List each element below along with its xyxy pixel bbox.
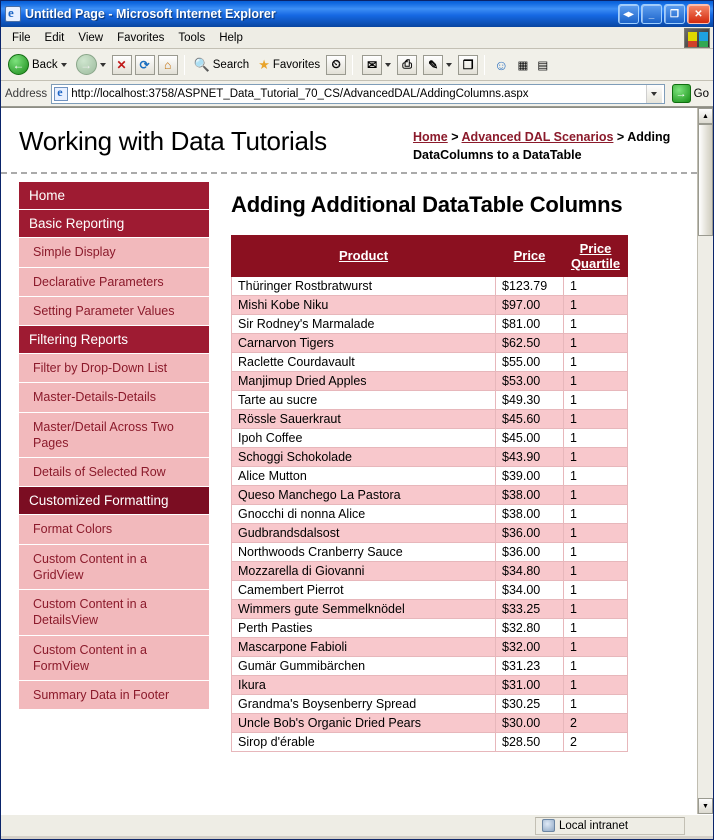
breadcrumb-current: Adding DataColumns to a DataTable	[413, 130, 671, 163]
table-row	[232, 295, 628, 314]
sidebar-item-master-details-details[interactable]: Master-Details-Details	[19, 383, 209, 412]
table-row	[232, 523, 628, 542]
stop-button[interactable]: ✕	[112, 55, 132, 75]
back-button[interactable]	[5, 52, 70, 77]
cell-product: Ipoh Coffee	[232, 428, 496, 447]
cell-price: $34.00	[496, 580, 564, 599]
table-row	[232, 561, 628, 580]
sidebar-item-custom-content-formview[interactable]: Custom Content in a FormView	[19, 636, 209, 682]
cell-product: Carnarvon Tigers	[232, 333, 496, 352]
search-button[interactable]	[191, 55, 253, 75]
edit-pencil-icon: ✎	[423, 55, 443, 75]
address-bar	[1, 81, 713, 107]
cell-quartile: 1	[564, 333, 628, 352]
cell-price: $45.00	[496, 428, 564, 447]
cell-quartile: 1	[564, 409, 628, 428]
breadcrumb-separator-1: >	[447, 130, 462, 144]
cell-quartile: 1	[564, 694, 628, 713]
chevron-down-icon[interactable]	[100, 63, 106, 67]
sidebar-item-setting-parameter-values[interactable]: Setting Parameter Values	[19, 297, 209, 326]
table-row	[232, 409, 628, 428]
go-arrow-icon: →	[672, 84, 691, 103]
cell-quartile: 1	[564, 580, 628, 599]
page-icon	[54, 87, 68, 101]
page-body	[1, 174, 697, 751]
column-header-price-quartile[interactable]	[564, 235, 628, 276]
messenger-button[interactable]: ☺	[494, 56, 509, 73]
star-icon: ★	[258, 56, 270, 72]
cell-quartile: 1	[564, 428, 628, 447]
cell-price: $36.00	[496, 523, 564, 542]
home-button[interactable]: ⌂	[158, 55, 178, 75]
cell-price: $28.50	[496, 732, 564, 751]
page-title: Working with Data Tutorials	[19, 126, 327, 156]
discuss-button[interactable]: ❐	[458, 55, 478, 75]
cell-price: $32.00	[496, 637, 564, 656]
window-buttons	[618, 4, 710, 24]
column-header-price[interactable]	[496, 235, 564, 276]
sidebar-item-format-colors[interactable]: Format Colors	[19, 515, 209, 544]
menu-edit[interactable]: Edit	[44, 31, 65, 44]
cell-product: Schoggi Schokolade	[232, 447, 496, 466]
sidebar-item-details-of-selected-row[interactable]: Details of Selected Row	[19, 458, 209, 487]
cell-product: Manjimup Dried Apples	[232, 371, 496, 390]
mail-icon: ✉	[362, 55, 382, 75]
cell-price: $30.00	[496, 713, 564, 732]
scroll-down-button[interactable]: ▼	[698, 798, 713, 814]
table-row	[232, 314, 628, 333]
sidebar-section-filtering-reports[interactable]: Filtering Reports	[19, 326, 209, 354]
table-row	[232, 390, 628, 409]
column-header-price-quartile-label: Price Quartile	[570, 240, 621, 271]
products-table	[231, 235, 628, 752]
column-header-product-label: Product	[338, 248, 389, 264]
windows-logo-icon	[684, 28, 710, 48]
sidebar-section-customized-formatting[interactable]: Customized Formatting	[19, 487, 209, 515]
status-badge[interactable]	[535, 817, 685, 835]
content-heading: Adding Additional DataTable Columns	[231, 192, 623, 218]
table-row	[232, 637, 628, 656]
cell-product: Uncle Bob's Organic Dried Pears	[232, 713, 496, 732]
cell-quartile: 1	[564, 466, 628, 485]
sidebar-item-custom-content-gridview[interactable]: Custom Content in a GridView	[19, 545, 209, 591]
table-row	[232, 580, 628, 599]
main-content	[209, 174, 697, 751]
edit-button[interactable]	[420, 53, 455, 77]
cell-price: $33.25	[496, 599, 564, 618]
table-row	[232, 618, 628, 637]
cell-price: $81.00	[496, 314, 564, 333]
scroll-up-button[interactable]: ▲	[698, 108, 713, 124]
cell-price: $123.79	[496, 276, 564, 295]
address-input[interactable]	[51, 84, 664, 104]
page-viewport	[1, 107, 713, 814]
window-title: Untitled Page - Microsoft Internet Explorer	[25, 7, 276, 21]
toolbar-separator	[484, 55, 485, 75]
cell-price: $36.00	[496, 542, 564, 561]
sidebar-item-summary-data-in-footer[interactable]: Summary Data in Footer	[19, 681, 209, 710]
menu-bar	[1, 27, 713, 49]
cell-product: Sir Rodney's Marmalade	[232, 314, 496, 333]
cell-price: $38.00	[496, 485, 564, 504]
table-head	[232, 235, 628, 276]
cell-product: Mozzarella di Giovanni	[232, 561, 496, 580]
extra-toolbar-button[interactable]: ▤	[537, 59, 549, 72]
address-label: Address	[5, 87, 48, 100]
table-row	[232, 428, 628, 447]
table-row	[232, 466, 628, 485]
cell-quartile: 1	[564, 295, 628, 314]
cell-quartile: 1	[564, 371, 628, 390]
forward-button[interactable]	[73, 52, 109, 77]
page-header	[1, 108, 697, 174]
cell-price: $39.00	[496, 466, 564, 485]
go-button[interactable]	[669, 84, 709, 103]
back-arrow-icon: ←	[8, 54, 29, 75]
table-row	[232, 504, 628, 523]
cell-product: Gudbrandsdalsost	[232, 523, 496, 542]
sidebar-item-simple-display[interactable]: Simple Display	[19, 238, 209, 267]
toolbar-separator	[184, 55, 185, 75]
history-button[interactable]: ⏲	[326, 55, 346, 75]
table-row	[232, 542, 628, 561]
table-row	[232, 447, 628, 466]
favorites-label: Favorites	[272, 58, 321, 71]
cell-price: $97.00	[496, 295, 564, 314]
favorites-button[interactable]	[255, 55, 323, 75]
cell-product: Raclette Courdavault	[232, 352, 496, 371]
cell-price: $45.60	[496, 409, 564, 428]
cell-price: $32.80	[496, 618, 564, 637]
cell-product: Wimmers gute Semmelknödel	[232, 599, 496, 618]
cell-product: Camembert Pierrot	[232, 580, 496, 599]
title-bar	[1, 1, 713, 27]
restore-group-button[interactable]: ◂▸	[618, 4, 639, 24]
breadcrumb-section-link[interactable]: Advanced DAL Scenarios	[461, 130, 614, 144]
print-button[interactable]: ⎙	[397, 55, 417, 75]
sidebar-item-declarative-parameters[interactable]: Declarative Parameters	[19, 268, 209, 297]
cell-product: Alice Mutton	[232, 466, 496, 485]
go-label: Go	[693, 87, 709, 100]
refresh-button[interactable]: ⟳	[135, 55, 155, 75]
maximize-button[interactable]: ❐	[664, 4, 685, 24]
menu-help[interactable]: Help	[219, 31, 243, 44]
table-row	[232, 276, 628, 295]
cell-price: $62.50	[496, 333, 564, 352]
caret-shape	[651, 92, 657, 96]
cell-quartile: 1	[564, 561, 628, 580]
cell-product: Northwoods Cranberry Sauce	[232, 542, 496, 561]
cell-price: $38.00	[496, 504, 564, 523]
cell-price: $31.23	[496, 656, 564, 675]
sidebar-item-custom-content-detailsview[interactable]: Custom Content in a DetailsView	[19, 590, 209, 636]
cell-price: $55.00	[496, 352, 564, 371]
web-page	[1, 108, 697, 814]
table-row	[232, 485, 628, 504]
cell-quartile: 1	[564, 314, 628, 333]
back-label: Back	[32, 58, 58, 71]
cell-price: $31.00	[496, 675, 564, 694]
table-row	[232, 656, 628, 675]
search-label: Search	[212, 58, 250, 71]
breadcrumb-home-link[interactable]: Home	[413, 130, 448, 144]
column-header-product[interactable]	[232, 235, 496, 276]
cell-quartile: 1	[564, 447, 628, 466]
cell-price: $49.30	[496, 390, 564, 409]
chevron-down-icon[interactable]	[646, 85, 662, 103]
toolbar	[1, 49, 713, 81]
cell-quartile: 1	[564, 542, 628, 561]
cell-quartile: 1	[564, 485, 628, 504]
cell-quartile: 1	[564, 675, 628, 694]
status-zone-label: Local intranet	[559, 819, 629, 832]
internet-zone-icon	[542, 819, 555, 832]
table-body	[232, 276, 628, 751]
scrollbar-thumb[interactable]	[698, 124, 713, 236]
cell-quartile: 1	[564, 599, 628, 618]
sidebar-item-master-detail-across-two-pages[interactable]: Master/Detail Across Two Pages	[19, 413, 209, 459]
cell-product: Mascarpone Fabioli	[232, 637, 496, 656]
cell-quartile: 1	[564, 352, 628, 371]
chevron-down-icon[interactable]	[446, 63, 452, 67]
minimize-button[interactable]: _	[641, 4, 662, 24]
cell-quartile: 1	[564, 618, 628, 637]
search-icon: 🔍	[193, 56, 210, 72]
status-bar	[1, 814, 713, 836]
menu-file[interactable]: File	[12, 31, 31, 44]
breadcrumb	[413, 118, 685, 164]
ie-document-icon	[5, 6, 21, 22]
cell-quartile: 1	[564, 390, 628, 409]
menu-view[interactable]: View	[78, 31, 104, 44]
toolbar-separator	[352, 55, 353, 75]
table-row	[232, 713, 628, 732]
cell-quartile: 1	[564, 656, 628, 675]
cell-product: Thüringer Rostbratwurst	[232, 276, 496, 295]
cell-quartile: 2	[564, 732, 628, 751]
table-header-row	[232, 235, 628, 276]
cell-product: Rössle Sauerkraut	[232, 409, 496, 428]
status-message	[3, 817, 533, 835]
column-header-price-label: Price	[513, 248, 546, 264]
table-row	[232, 371, 628, 390]
scrollbar-track[interactable]	[698, 124, 713, 798]
table-row	[232, 352, 628, 371]
sidebar	[19, 182, 209, 710]
chevron-down-icon[interactable]	[385, 63, 391, 67]
cell-quartile: 1	[564, 523, 628, 542]
cell-price: $53.00	[496, 371, 564, 390]
cell-price: $34.80	[496, 561, 564, 580]
breadcrumb-separator-2: >	[613, 130, 628, 144]
close-button[interactable]: ✕	[687, 4, 710, 24]
cell-quartile: 1	[564, 504, 628, 523]
cell-price: $43.90	[496, 447, 564, 466]
menu-favorites[interactable]: Favorites	[117, 31, 165, 44]
sidebar-item-filter-by-dropdown-list[interactable]: Filter by Drop-Down List	[19, 354, 209, 383]
cell-quartile: 1	[564, 637, 628, 656]
vertical-scrollbar[interactable]	[697, 108, 713, 814]
cell-quartile: 2	[564, 713, 628, 732]
mail-button[interactable]	[359, 53, 394, 77]
cell-product: Gnocchi di nonna Alice	[232, 504, 496, 523]
table-row	[232, 694, 628, 713]
chevron-down-icon[interactable]	[61, 63, 67, 67]
cell-product: Perth Pasties	[232, 618, 496, 637]
cell-price: $30.25	[496, 694, 564, 713]
research-button[interactable]: ▦	[517, 59, 529, 72]
address-url-text: http://localhost:3758/ASPNET_Data_Tutorial_70_CS/AdvancedDAL/AddingColumns.aspx	[71, 87, 529, 100]
cell-product: Ikura	[232, 675, 496, 694]
sidebar-section-basic-reporting[interactable]: Basic Reporting	[19, 210, 209, 238]
table-row	[232, 675, 628, 694]
table-row	[232, 333, 628, 352]
cell-product: Grandma's Boysenberry Spread	[232, 694, 496, 713]
cell-product: Gumär Gummibärchen	[232, 656, 496, 675]
sidebar-item-home[interactable]: Home	[19, 182, 209, 210]
table-row	[232, 599, 628, 618]
cell-product: Mishi Kobe Niku	[232, 295, 496, 314]
cell-product: Sirop d'érable	[232, 732, 496, 751]
window-bottom-edge	[1, 836, 713, 839]
cell-quartile: 1	[564, 276, 628, 295]
cell-product: Tarte au sucre	[232, 390, 496, 409]
table-row	[232, 732, 628, 751]
cell-product: Queso Manchego La Pastora	[232, 485, 496, 504]
menu-tools[interactable]: Tools	[178, 31, 206, 44]
forward-arrow-icon: →	[76, 54, 97, 75]
